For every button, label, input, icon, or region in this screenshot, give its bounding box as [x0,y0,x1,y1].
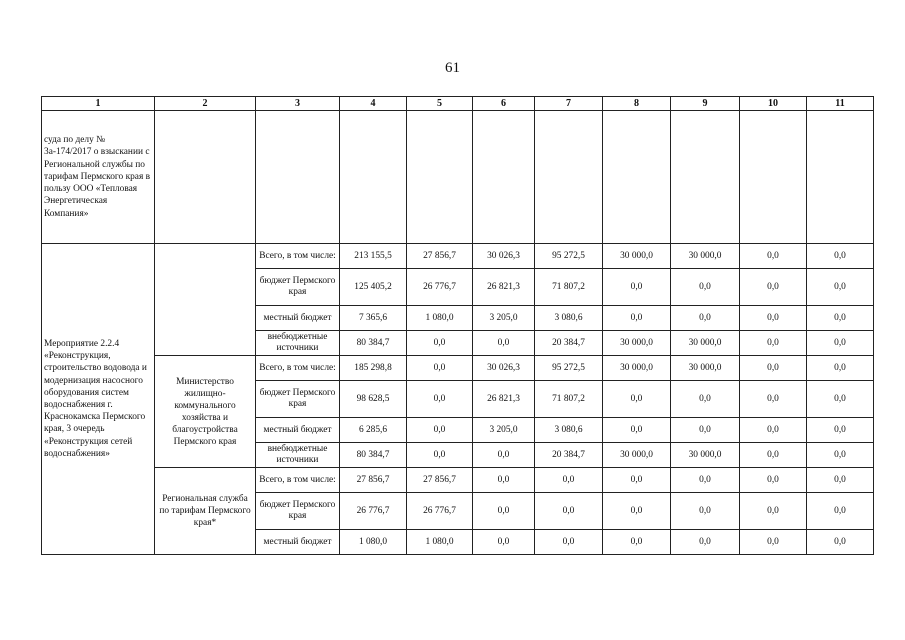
value-cell: 0,0 [603,269,671,306]
value-cell: 0,0 [473,443,535,468]
source-label: местный бюджет [256,306,340,331]
value-cell: 0,0 [807,418,874,443]
value-cell: 30 000,0 [603,331,671,356]
source-label: Всего, в том числе: [256,468,340,493]
value-cell: 0,0 [473,468,535,493]
value-cell: 0,0 [603,306,671,331]
value-cell: 30 026,3 [473,356,535,381]
value-cell: 26 821,3 [473,269,535,306]
value-cell: 0,0 [807,244,874,269]
value-cell: 0,0 [807,493,874,530]
value-cell: 80 384,7 [340,443,407,468]
value-cell: 3 205,0 [473,418,535,443]
column-header: 9 [671,97,740,111]
value-cell: 0,0 [473,331,535,356]
value-cell: 0,0 [603,468,671,493]
value-cell: 0,0 [807,269,874,306]
table-row [42,356,874,381]
empty-cell [740,111,807,244]
value-cell: 185 298,8 [340,356,407,381]
value-cell: 0,0 [603,493,671,530]
empty-cell [407,111,473,244]
value-cell: 0,0 [807,468,874,493]
source-label: Всего, в том числе: [256,356,340,381]
value-cell: 0,0 [740,418,807,443]
value-cell: 0,0 [407,331,473,356]
source-label: внебюджетные источники [256,443,340,468]
value-cell: 0,0 [671,493,740,530]
column-header: 8 [603,97,671,111]
value-cell: 0,0 [740,468,807,493]
executor-cell [155,244,256,356]
value-cell: 0,0 [740,356,807,381]
column-header: 10 [740,97,807,111]
value-cell: 27 856,7 [340,468,407,493]
carry-over-row [42,111,874,244]
value-cell: 3 080,6 [535,306,603,331]
activity-name: Мероприятие 2.2.4 «Реконструкция, строительство водовода и модернизация насосного оборудования систем водоснабжения г. Краснокамска Пермского края, 3 очередь «Реконструкция сетей водоснабжения» [42,244,155,555]
executor-cell: Министерство жилищно-коммунального хозяйства и благоустройства Пермского края [155,356,256,468]
empty-cell [155,111,256,244]
page-number: 61 [445,60,460,76]
value-cell: 27 856,7 [407,468,473,493]
value-cell: 0,0 [807,306,874,331]
value-cell: 0,0 [603,381,671,418]
column-header: 7 [535,97,603,111]
value-cell: 26 776,7 [407,493,473,530]
value-cell: 0,0 [740,244,807,269]
value-cell: 30 000,0 [603,244,671,269]
table-row [42,468,874,493]
source-label: внебюджетные источники [256,331,340,356]
value-cell: 0,0 [807,443,874,468]
value-cell: 213 155,5 [340,244,407,269]
value-cell: 0,0 [603,530,671,555]
value-cell: 30 000,0 [671,356,740,381]
empty-cell [603,111,671,244]
value-cell: 80 384,7 [340,331,407,356]
value-cell: 98 628,5 [340,381,407,418]
value-cell: 0,0 [740,443,807,468]
value-cell: 0,0 [740,331,807,356]
value-cell: 0,0 [473,530,535,555]
value-cell: 27 856,7 [407,244,473,269]
source-label: местный бюджет [256,418,340,443]
column-number-row [42,97,874,111]
value-cell: 0,0 [671,381,740,418]
value-cell: 0,0 [407,418,473,443]
value-cell: 71 807,2 [535,381,603,418]
source-label: бюджет Пермского края [256,493,340,530]
value-cell: 0,0 [740,306,807,331]
value-cell: 30 000,0 [671,331,740,356]
value-cell: 0,0 [671,418,740,443]
value-cell: 26 776,7 [340,493,407,530]
value-cell: 95 272,5 [535,356,603,381]
table-row [42,244,874,269]
empty-cell [671,111,740,244]
value-cell: 30 000,0 [603,443,671,468]
column-header: 4 [340,97,407,111]
column-header: 6 [473,97,535,111]
value-cell: 0,0 [535,530,603,555]
value-cell: 0,0 [671,468,740,493]
value-cell: 30 000,0 [671,244,740,269]
value-cell: 0,0 [740,530,807,555]
empty-cell [340,111,407,244]
value-cell: 0,0 [473,493,535,530]
column-header: 11 [807,97,874,111]
value-cell: 30 026,3 [473,244,535,269]
source-label: местный бюджет [256,530,340,555]
value-cell: 125 405,2 [340,269,407,306]
value-cell: 3 080,6 [535,418,603,443]
value-cell: 0,0 [407,443,473,468]
value-cell: 0,0 [535,493,603,530]
value-cell: 0,0 [671,269,740,306]
value-cell: 1 080,0 [340,530,407,555]
carry-over-name: суда по делу № 3а-174/2017 о взыскании с Региональной службы по тарифам Пермского края в пользу ООО «Тепловая Энергетическая Компания» [42,111,155,244]
value-cell: 0,0 [407,356,473,381]
source-label: бюджет Пермского края [256,381,340,418]
value-cell: 26 821,3 [473,381,535,418]
value-cell: 95 272,5 [535,244,603,269]
source-label: Всего, в том числе: [256,244,340,269]
value-cell: 0,0 [807,331,874,356]
value-cell: 1 080,0 [407,306,473,331]
executor-cell: Региональная служба по тарифам Пермского края* [155,468,256,555]
empty-cell [535,111,603,244]
value-cell: 1 080,0 [407,530,473,555]
empty-cell [807,111,874,244]
value-cell: 0,0 [671,530,740,555]
value-cell: 0,0 [740,381,807,418]
value-cell: 0,0 [740,493,807,530]
value-cell: 6 285,6 [340,418,407,443]
value-cell: 0,0 [603,418,671,443]
value-cell: 0,0 [807,530,874,555]
column-header: 5 [407,97,473,111]
value-cell: 0,0 [671,306,740,331]
value-cell: 30 000,0 [671,443,740,468]
column-header: 2 [155,97,256,111]
value-cell: 30 000,0 [603,356,671,381]
column-header: 3 [256,97,340,111]
value-cell: 26 776,7 [407,269,473,306]
value-cell: 0,0 [407,381,473,418]
empty-cell [473,111,535,244]
value-cell: 0,0 [807,356,874,381]
value-cell: 20 384,7 [535,331,603,356]
value-cell: 0,0 [535,468,603,493]
budget-table [41,96,874,555]
source-label: бюджет Пермского края [256,269,340,306]
value-cell: 7 365,6 [340,306,407,331]
value-cell: 3 205,0 [473,306,535,331]
value-cell: 20 384,7 [535,443,603,468]
value-cell: 0,0 [740,269,807,306]
empty-cell [256,111,340,244]
value-cell: 71 807,2 [535,269,603,306]
value-cell: 0,0 [807,381,874,418]
column-header: 1 [42,97,155,111]
